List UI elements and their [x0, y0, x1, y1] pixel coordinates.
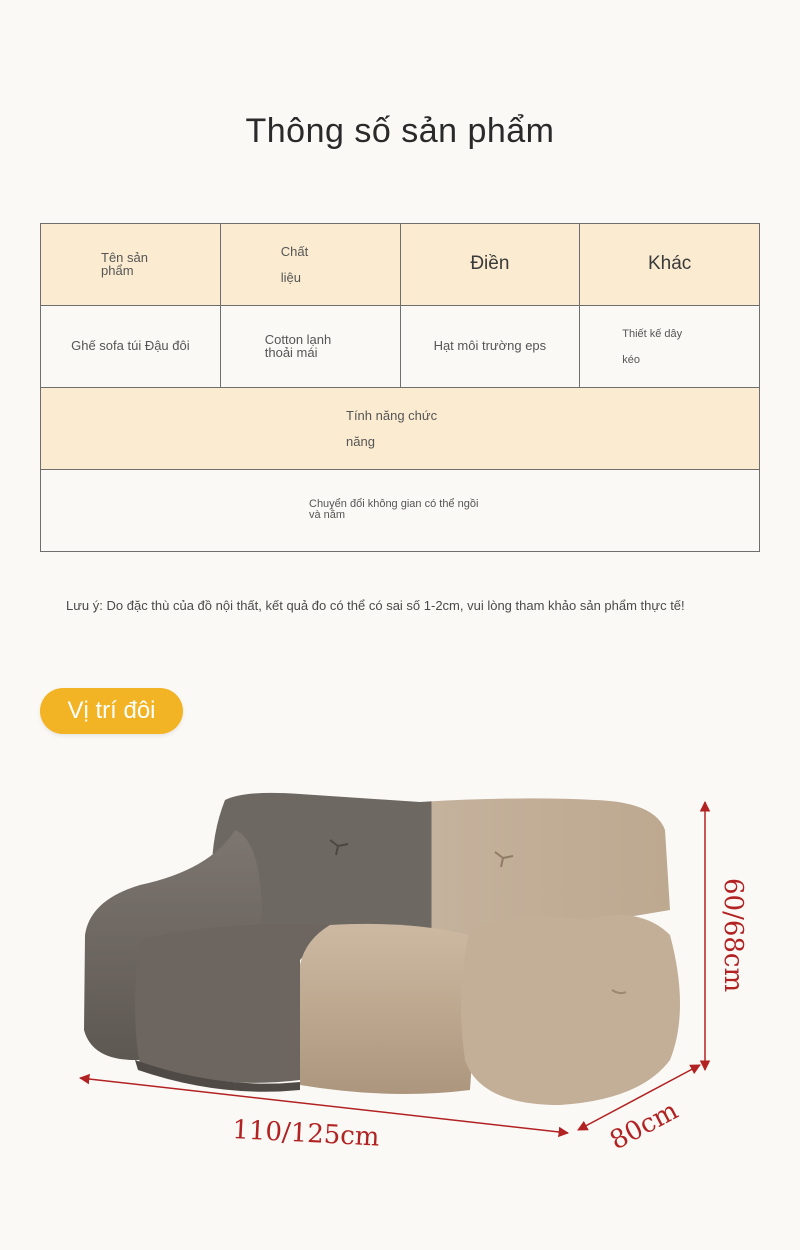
- measurement-note: Lưu ý: Do đặc thù của đồ nội thất, kết quả đo có thể có sai số 1-2cm, vui lòng tham khảo sản phẩm thực tế!: [66, 598, 685, 613]
- value-fill: Hạt môi trường eps: [433, 338, 547, 354]
- table-cell: [41, 306, 221, 388]
- header-other: Khác: [647, 253, 692, 275]
- table-header-row: [41, 224, 760, 306]
- value-other: Thiết kế dây kéo: [622, 327, 683, 366]
- table-cell: [580, 306, 760, 388]
- sofa-dimension-figure: [0, 760, 800, 1250]
- depth-label: 80cm: [605, 1095, 684, 1157]
- width-label: 110/125cm: [231, 1115, 381, 1153]
- table-row: [41, 470, 760, 552]
- table-header-cell: [220, 224, 400, 306]
- table-row: [41, 306, 760, 388]
- table-cell: [400, 306, 580, 388]
- page-title: Thông số sản phẩm: [245, 112, 555, 150]
- table-header-cell: [580, 224, 760, 306]
- table-header-cell: [41, 224, 221, 306]
- header-fill: Điền: [470, 253, 510, 275]
- header-feature: Tính năng chức năng: [346, 407, 438, 449]
- table-feature-header-row: [41, 388, 760, 470]
- spec-table: [40, 223, 760, 552]
- value-name: Ghế sofa túi Đậu đôi: [71, 338, 190, 354]
- header-material: Chất liệu: [280, 243, 309, 285]
- table-header-cell: [41, 388, 760, 470]
- height-label: 60/68cm: [718, 878, 748, 993]
- value-material: Cotton lạnh thoải mái: [264, 331, 332, 360]
- table-cell: [41, 470, 760, 552]
- seat-type-badge: Vị trí đôi: [40, 688, 183, 734]
- value-feature: Chuyển đổi không gian có thể ngồi và nằm: [309, 498, 479, 522]
- table-header-cell: [400, 224, 580, 306]
- header-name: Tên sản phẩm: [101, 249, 148, 278]
- table-cell: [220, 306, 400, 388]
- sofa-image: [84, 793, 680, 1105]
